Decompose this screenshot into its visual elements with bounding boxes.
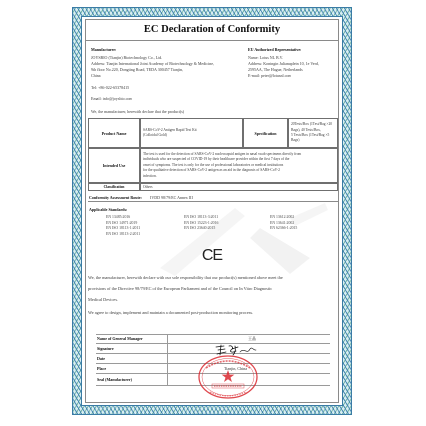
manufacturer-line: 9th floor No.220, Dongting Road, TEDA 300457 Tianjin,	[91, 67, 184, 72]
standard-item: EN ISO 14971:2019	[106, 220, 138, 225]
intended-use-line: The test is used for the detection of SARS-CoV-2 nucleocapsid antigen in nasal swab specimens directly from	[143, 151, 302, 156]
date-label: Date	[96, 354, 168, 363]
standard-item: EN 13485:2016	[106, 215, 131, 219]
representative-label: EU Authorized Representative:	[248, 47, 302, 52]
intended-use-line: for the qualitative detection of SARS-CoV-2 antigen as an aid in the diagnosis of SARS-CoV-2	[143, 168, 280, 173]
product-name-line: SARS-CoV-2 Antigen Rapid Test Kit	[143, 127, 197, 132]
manufacturer-phone: Tel: +86-022-65378415	[91, 85, 130, 90]
title-divider	[85, 40, 339, 41]
manufacturer-line: JOYSBIO (Tianjin) Biotechnology Co., Ltd.	[91, 55, 163, 60]
company-seal-icon	[196, 354, 260, 400]
standard-item: EN ISO 18113-2:2011	[106, 231, 141, 236]
intended-use-label: Intended Use	[102, 163, 126, 168]
intended-use-value-cell	[140, 148, 338, 183]
monitoring-statement: We agree to design, implement and maintain a documented post-production monitoring process.	[88, 310, 254, 315]
general-manager-label: Name of General Manager	[96, 334, 168, 343]
classification-value-cell	[140, 183, 338, 191]
specification-line: Bags)	[291, 138, 300, 143]
statement-line: Medical Devices.	[88, 297, 119, 302]
classification-value: Others	[143, 185, 153, 189]
intended-use-label-cell	[88, 148, 140, 183]
standard-item: EN ISO 18113-1:2011	[106, 226, 141, 231]
standard-item: EN 62366-1:2015	[270, 226, 298, 231]
conformity-value: IVDD 98/79/EC Annex III	[150, 195, 193, 200]
statement-line: We, the manufacturer, herewith declare with our sole responsibility that our product(s) mentioned above meet the	[88, 275, 283, 280]
place-value: Tianjin, China	[224, 366, 247, 371]
standard-item: EN ISO 15223-1:2016	[184, 220, 219, 225]
standard-item: EN 13641:2002	[270, 220, 295, 225]
specification-value-cell	[288, 118, 338, 148]
manufacturer-label: Manufacturer:	[91, 47, 117, 52]
declaration-intro: We, the manufacturer, herewith declare that the product(s)	[91, 109, 185, 114]
standard-item: EN ISO 23640:2015	[184, 226, 216, 231]
conformity-label: Conformity Assessment Route:	[89, 195, 142, 200]
representative-line: 2595AA, The Hague, Netherlands	[248, 67, 303, 72]
product-name-label: Product Name	[101, 130, 127, 136]
standards-column-1	[106, 215, 140, 237]
seal-label: Seal (Manufacturer)	[96, 374, 168, 385]
manufacturer-email: Email: info@joysbio.com	[91, 96, 133, 101]
page-title: EC Declaration of Conformity	[143, 24, 281, 35]
specification-label-cell	[243, 118, 288, 148]
representative-line: Address: Koningin Julianaplein 10, 1e Verd,	[248, 61, 319, 66]
specification-line: Bags), 40 Tests/Box,	[291, 127, 321, 132]
specification-line: 20Tests/Box (1Test/Bag ×20	[291, 122, 333, 127]
statement-line: provisions of the Directive 98/79/EC of the European Parliament and of the Council on In Vitro Diagnostic	[88, 286, 273, 291]
intended-use-line: individuals who are suspected of COVID-19 by their healthcare provider within the first 7 days of the	[143, 157, 290, 162]
specification-label: Specification	[254, 130, 277, 136]
representative-line: Name: Lotus NL B.V.	[248, 55, 283, 60]
general-manager-name: 王晶	[248, 336, 256, 341]
standards-column-3	[270, 215, 297, 232]
ce-mark-icon: CE	[201, 247, 223, 264]
classification-label: Classification	[103, 185, 125, 189]
manufacturer-line: Address: Tianjin International Joint Academy of Biotechnology & Medicine,	[91, 61, 214, 66]
standards-column-2	[184, 215, 218, 232]
standard-item: EN ISO 18113-3:2011	[184, 215, 219, 219]
standards-label: Applicable Standards:	[89, 207, 128, 212]
classification-label-cell	[88, 183, 140, 191]
product-name-line: (Colloidal Gold)	[143, 133, 167, 137]
signature-table-row	[96, 344, 330, 354]
standard-item: EN 13612:2002	[270, 215, 295, 219]
intended-use-line: onset of symptoms. The test is only for the use of professional laboratories or medical institutions	[143, 162, 284, 167]
intended-use-line: infection.	[143, 173, 157, 178]
place-label: Place	[96, 364, 168, 373]
product-name-value-cell	[140, 118, 243, 148]
signature-table-row	[96, 334, 330, 344]
manufacturer-line: China	[91, 73, 101, 78]
specification-line: 5 Tests/Box (1Test/Bag ×5	[291, 133, 330, 137]
signature-label: Signature	[96, 344, 168, 353]
watermark	[140, 198, 330, 282]
product-name-label-cell	[88, 118, 140, 148]
representative-email: E-mail: peter@lotusnl.com	[248, 73, 292, 78]
